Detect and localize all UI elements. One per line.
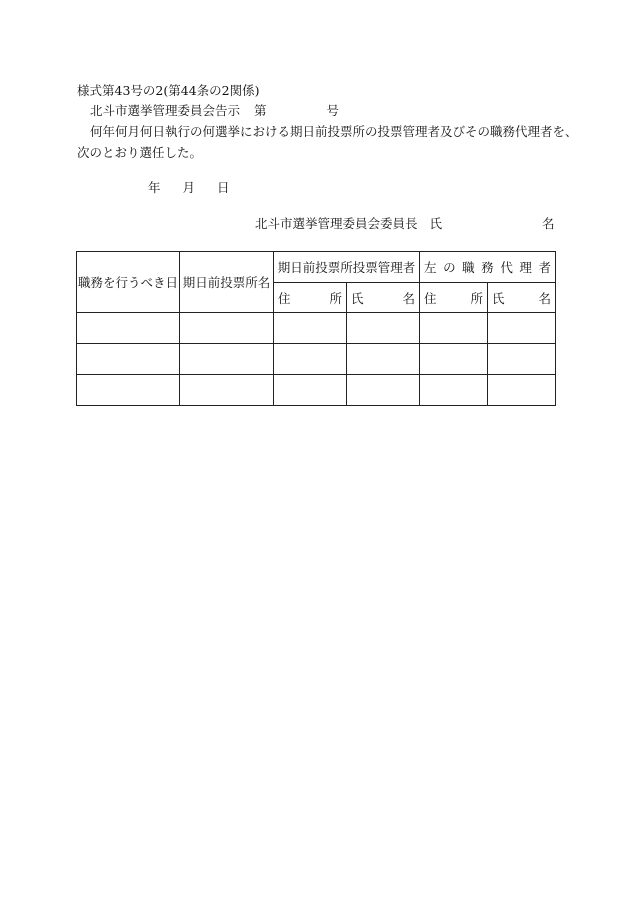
subheader-char: 名 xyxy=(538,290,551,306)
subheader-char: 氏 xyxy=(492,290,505,306)
subheader-manager-address xyxy=(274,283,347,313)
notice-number-suffix: 号 xyxy=(326,103,340,118)
subheader-char: 住 xyxy=(424,290,437,306)
date-line xyxy=(148,180,230,196)
header-deputy-char: の xyxy=(443,260,456,275)
table-cell[interactable] xyxy=(274,344,347,375)
table-cell[interactable] xyxy=(77,344,180,375)
signature-name-last: 名 xyxy=(542,216,555,231)
chairperson-title: 北斗市選挙管理委員会委員長 xyxy=(255,216,418,231)
table-cell[interactable] xyxy=(488,313,556,344)
table-cell[interactable] xyxy=(347,375,420,406)
header-deputy-char: 職 xyxy=(462,260,475,275)
table-cell[interactable] xyxy=(420,344,488,375)
body-text-line-2: 次のとおり選任した。 xyxy=(77,145,203,160)
table-row xyxy=(77,375,556,406)
header-deputy xyxy=(420,252,556,283)
header-deputy-char: 左 xyxy=(424,260,437,275)
table-cell[interactable] xyxy=(347,313,420,344)
notice-prefix: 北斗市選挙管理委員会告示 xyxy=(90,103,241,118)
table-cell[interactable] xyxy=(180,344,274,375)
notice-number-label: 第 xyxy=(254,103,267,118)
table-cell[interactable] xyxy=(274,375,347,406)
table-cell[interactable] xyxy=(274,313,347,344)
body-text-line-1: 何年何月何日執行の何選挙における期日前投票所の投票管理者及びその職務代理者を、 xyxy=(90,124,578,139)
header-deputy-char: 者 xyxy=(538,260,551,275)
subheader-char: 所 xyxy=(329,290,342,306)
table-cell[interactable] xyxy=(77,375,180,406)
table-cell[interactable] xyxy=(420,313,488,344)
subheader-deputy-name xyxy=(488,283,556,313)
table-cell[interactable] xyxy=(420,375,488,406)
table-cell[interactable] xyxy=(347,344,420,375)
table-cell[interactable] xyxy=(77,313,180,344)
subheader-deputy-address xyxy=(420,283,488,313)
form-identifier: 様式第43号の2(第44条の2関係) xyxy=(77,83,260,98)
subheader-char: 名 xyxy=(402,290,415,306)
header-duty-date: 職務を行うべき日 xyxy=(77,252,180,313)
date-month: 月 xyxy=(182,180,196,195)
subheader-char: 住 xyxy=(278,290,291,306)
subheader-char: 所 xyxy=(470,290,483,306)
table-cell[interactable] xyxy=(488,344,556,375)
table-cell[interactable] xyxy=(488,375,556,406)
date-year: 年 xyxy=(148,180,161,195)
table-cell[interactable] xyxy=(180,313,274,344)
header-deputy-char: 務 xyxy=(481,260,494,275)
table-cell[interactable] xyxy=(180,375,274,406)
subheader-char: 氏 xyxy=(351,290,364,306)
header-station-name: 期日前投票所名 xyxy=(180,252,274,313)
header-manager: 期日前投票所投票管理者 xyxy=(274,252,420,283)
subheader-manager-name xyxy=(347,283,420,313)
appointment-table xyxy=(76,251,556,406)
date-day: 日 xyxy=(217,180,230,195)
chairperson-signature xyxy=(255,216,555,232)
header-deputy-char: 理 xyxy=(519,260,532,275)
table-row xyxy=(77,344,556,375)
notice-header xyxy=(90,103,339,119)
table-row xyxy=(77,313,556,344)
header-deputy-char: 代 xyxy=(500,260,513,275)
signature-name-first: 氏 xyxy=(429,216,443,231)
